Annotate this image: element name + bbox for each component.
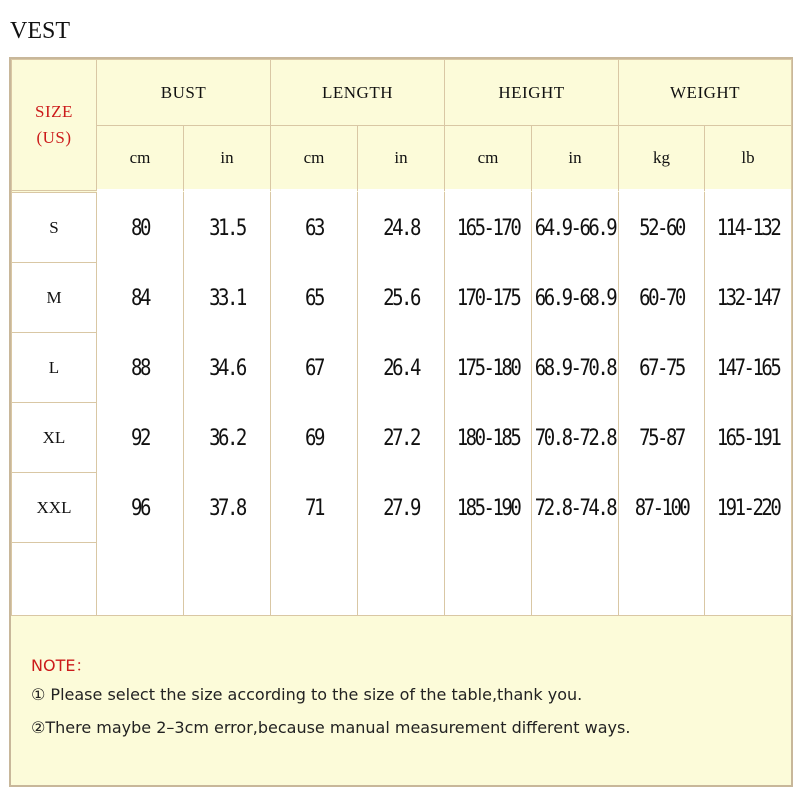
- size-chart: [9, 57, 793, 787]
- table-row: [12, 403, 792, 473]
- weight-header: WEIGHT: [619, 60, 792, 126]
- unit-header: in: [358, 126, 445, 191]
- table-row: [12, 473, 792, 543]
- note-title: NOTE：: [31, 656, 92, 675]
- value-cell: 64.9-66.9: [532, 187, 619, 268]
- unit-header: lb: [705, 126, 792, 191]
- size-table: [11, 59, 792, 616]
- empty-cell: [532, 543, 619, 616]
- value-cell: 170-175: [445, 257, 532, 338]
- value-cell: 27.2: [358, 397, 445, 478]
- bust-header: BUST: [97, 60, 271, 126]
- value-cell: 68.9-70.8: [532, 327, 619, 408]
- note-line: ① Please select the size according to the size of the table,thank you.: [31, 685, 583, 704]
- unit-header: kg: [619, 126, 705, 191]
- value-cell: 67-75: [619, 327, 705, 408]
- value-cell: 191-220: [705, 467, 792, 548]
- value-cell: 96: [97, 467, 184, 548]
- value-cell: 60-70: [619, 257, 705, 338]
- value-cell: 165-170: [445, 187, 532, 268]
- value-cell: 66.9-68.9: [532, 257, 619, 338]
- value-cell: 72.8-74.8: [532, 467, 619, 548]
- unit-header: cm: [271, 126, 358, 191]
- empty-cell: [445, 543, 532, 616]
- value-cell: 88: [97, 327, 184, 408]
- size-cell: XL: [12, 403, 97, 473]
- empty-cell: [271, 543, 358, 616]
- value-cell: 84: [97, 257, 184, 338]
- value-cell: 147-165: [705, 327, 792, 408]
- length-header: LENGTH: [271, 60, 445, 126]
- value-cell: 70.8-72.8: [532, 397, 619, 478]
- table-row: [12, 263, 792, 333]
- empty-cell: [184, 543, 271, 616]
- value-cell: 24.8: [358, 187, 445, 268]
- empty-cell: [705, 543, 792, 616]
- height-header: HEIGHT: [445, 60, 619, 126]
- value-cell: 114-132: [705, 187, 792, 268]
- value-cell: 165-191: [705, 397, 792, 478]
- size-cell: S: [12, 193, 97, 263]
- value-cell: 75-87: [619, 397, 705, 478]
- size-label: SIZE: [35, 102, 73, 121]
- header-group-row: [12, 60, 792, 126]
- table-row: [12, 333, 792, 403]
- value-cell: 71: [271, 467, 358, 548]
- value-cell: 63: [271, 187, 358, 268]
- note-line: ②There maybe 2–3cm error,because manual measurement different ways.: [31, 718, 631, 737]
- value-cell: 87-100: [619, 467, 705, 548]
- value-cell: 36.2: [184, 397, 271, 478]
- unit-header: in: [184, 126, 271, 191]
- empty-cell: [358, 543, 445, 616]
- value-cell: 132-147: [705, 257, 792, 338]
- size-cell: L: [12, 333, 97, 403]
- value-cell: 33.1: [184, 257, 271, 338]
- value-cell: 52-60: [619, 187, 705, 268]
- value-cell: 65: [271, 257, 358, 338]
- value-cell: 175-180: [445, 327, 532, 408]
- size-cell: M: [12, 263, 97, 333]
- value-cell: 37.8: [184, 467, 271, 548]
- value-cell: 31.5: [184, 187, 271, 268]
- value-cell: 27.9: [358, 467, 445, 548]
- header-unit-row: [12, 126, 792, 191]
- size-cell: XXL: [12, 473, 97, 543]
- empty-cell: [619, 543, 705, 616]
- table-row: [12, 193, 792, 263]
- size-column-header: [12, 60, 97, 191]
- unit-header: cm: [97, 126, 184, 191]
- empty-cell: [97, 543, 184, 616]
- value-cell: 25.6: [358, 257, 445, 338]
- unit-header: cm: [445, 126, 532, 191]
- value-cell: 34.6: [184, 327, 271, 408]
- value-cell: 180-185: [445, 397, 532, 478]
- value-cell: 67: [271, 327, 358, 408]
- page-title: VEST: [10, 18, 70, 44]
- value-cell: 92: [97, 397, 184, 478]
- value-cell: 69: [271, 397, 358, 478]
- unit-header: in: [532, 126, 619, 191]
- value-cell: 80: [97, 187, 184, 268]
- empty-cell: [12, 543, 97, 616]
- note-section: [11, 619, 791, 785]
- value-cell: 185-190: [445, 467, 532, 548]
- value-cell: 26.4: [358, 327, 445, 408]
- size-region-label: (US): [36, 128, 72, 147]
- empty-row: [12, 543, 792, 616]
